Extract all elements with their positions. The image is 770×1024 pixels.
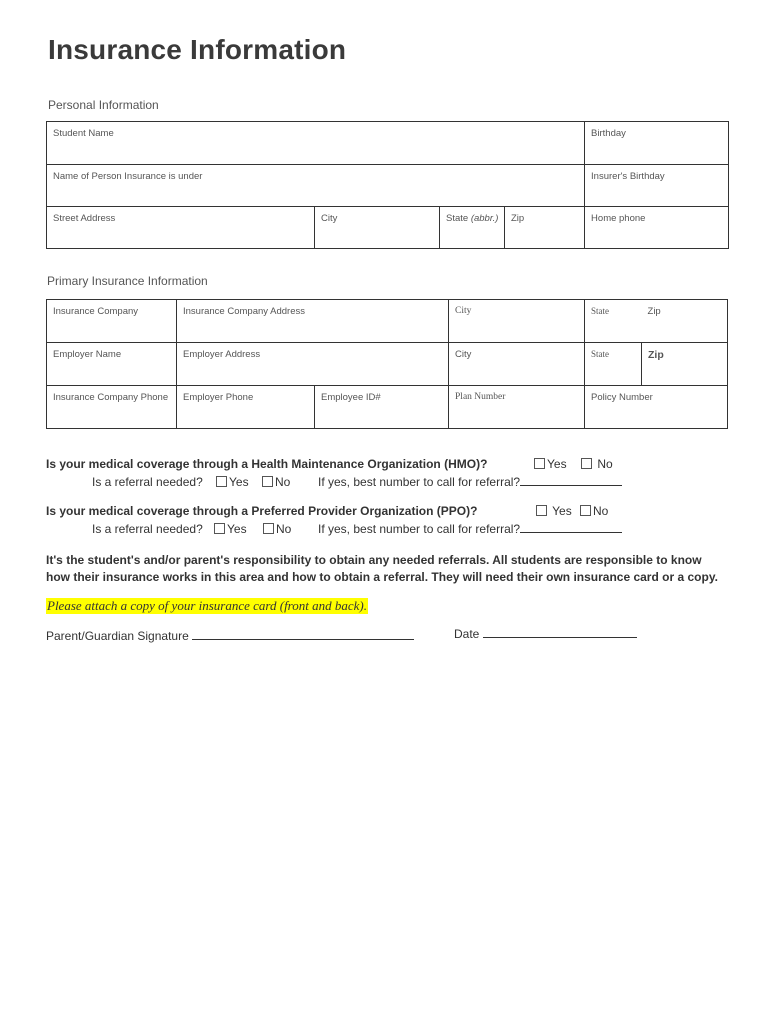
date-line[interactable] [483,627,637,638]
hmo-best-number-label: If yes, best number to call for referral? [318,475,521,489]
ppo-referral-yes-checkbox[interactable] [214,523,225,534]
ppo-no-option[interactable] [580,504,608,518]
hmo-yes-label: Yes [547,457,567,471]
hmo-referral-question: Is a referral needed? [92,475,203,489]
home-phone-label: Home phone [591,213,646,224]
insurance-company-label: Insurance Company [53,306,139,317]
hmo-best-number [318,475,622,489]
ppo-referral-no-option[interactable] [263,522,291,536]
ppo-no-label: No [593,504,609,518]
employer-name-label: Employer Name [53,349,122,360]
plan-number-label: Plan Number [455,392,506,402]
hmo-referral-no-checkbox[interactable] [262,476,273,487]
ppo-no-checkbox[interactable] [580,505,591,516]
date-row [454,627,637,641]
date-label: Date [454,627,480,641]
policy-number-field[interactable] [585,386,728,429]
insurance-zip-label: Zip [647,306,661,317]
hmo-referral-yes-option[interactable] [216,475,249,489]
employee-id-field[interactable] [315,386,449,429]
insurance-address-field[interactable] [177,300,449,343]
zip-label: Zip [511,213,525,224]
student-name-field[interactable] [47,122,585,165]
hmo-best-number-line[interactable] [520,475,622,486]
home-phone-field[interactable] [585,207,729,249]
employer-address-field[interactable] [177,343,449,386]
hmo-referral-yes-checkbox[interactable] [216,476,227,487]
zip-field[interactable] [505,207,585,249]
responsibility-line-1: It's the student's and/or parent's responsibility to obtain any needed referrals. All students are responsible to know [46,553,702,567]
ppo-best-number-line[interactable] [520,522,622,533]
birthday-label: Birthday [591,128,626,139]
ppo-referral-question: Is a referral needed? [92,522,203,536]
hmo-yes-checkbox[interactable] [534,458,545,469]
employer-name-field[interactable] [47,343,177,386]
state-label: State [446,213,469,224]
insurance-company-field[interactable] [47,300,177,343]
policy-number-label: Policy Number [591,392,653,403]
insurance-phone-label: Insurance Company Phone [53,392,169,403]
insurance-state-label: State [591,306,610,316]
hmo-no-checkbox[interactable] [581,458,592,469]
insurer-birthday-label: Insurer's Birthday [591,171,665,182]
hmo-no-option[interactable] [581,457,613,471]
employer-city-field[interactable] [449,343,585,386]
insurance-address-label: Insurance Company Address [183,306,305,317]
insured-name-label: Name of Person Insurance is under [53,171,203,182]
insurance-zip-field[interactable] [642,300,728,343]
employer-state-label: State [591,349,610,359]
ppo-referral-yes-option[interactable] [214,522,247,536]
hmo-referral-no-option[interactable] [262,475,290,489]
employer-zip-field[interactable] [642,343,728,386]
city-field[interactable] [315,207,440,249]
insured-name-field[interactable] [47,165,585,207]
employer-phone-field[interactable] [177,386,315,429]
ppo-yes-option[interactable] [536,504,572,518]
insurance-city-label: City [455,306,472,316]
personal-info-table [46,121,729,249]
signature-line[interactable] [192,629,414,640]
street-address-label: Street Address [53,213,116,224]
personal-section-label: Personal Information [48,98,159,112]
ppo-yes-checkbox[interactable] [536,505,547,516]
insurance-state-field[interactable] [585,300,642,343]
employer-phone-label: Employer Phone [183,392,254,403]
ppo-yes-label: Yes [552,504,572,518]
hmo-referral-no-label: No [275,475,291,489]
employee-id-label: Employee ID# [321,392,381,403]
state-field[interactable] [440,207,505,249]
employer-address-label: Employer Address [183,349,261,360]
employer-zip-label: Zip [648,349,664,361]
ppo-best-number [318,522,622,536]
employer-state-field[interactable] [585,343,642,386]
street-address-field[interactable] [47,207,315,249]
employer-city-label: City [455,349,472,360]
plan-number-field[interactable] [449,386,585,429]
signature-label: Parent/Guardian Signature [46,629,189,643]
city-label: City [321,213,338,224]
insurer-birthday-field[interactable] [585,165,729,207]
ppo-referral-no-label: No [276,522,292,536]
hmo-referral-yes-label: Yes [229,475,249,489]
signature-row [46,629,414,643]
responsibility-line-2: how their insurance works in this area and how to obtain a referral. They will need their own insurance card or a copy. [46,570,718,584]
attach-card-note: Please attach a copy of your insurance card (front and back). [47,598,367,613]
hmo-question: Is your medical coverage through a Health Maintenance Organization (HMO)? [46,457,488,471]
birthday-field[interactable] [585,122,729,165]
ppo-referral-no-checkbox[interactable] [263,523,274,534]
primary-section-label: Primary Insurance Information [47,274,208,288]
ppo-question: Is your medical coverage through a Preferred Provider Organization (PPO)? [46,504,478,518]
student-name-label: Student Name [53,128,114,139]
state-abbr-note: (abbr.) [470,213,499,224]
insurance-city-field[interactable] [449,300,585,343]
page-title: Insurance Information [48,34,347,65]
hmo-no-label: No [597,457,613,471]
hmo-yes-option[interactable] [534,457,567,471]
ppo-best-number-label: If yes, best number to call for referral? [318,522,521,536]
ppo-referral-yes-label: Yes [227,522,247,536]
insurance-phone-field[interactable] [47,386,177,429]
primary-insurance-table [46,299,728,429]
